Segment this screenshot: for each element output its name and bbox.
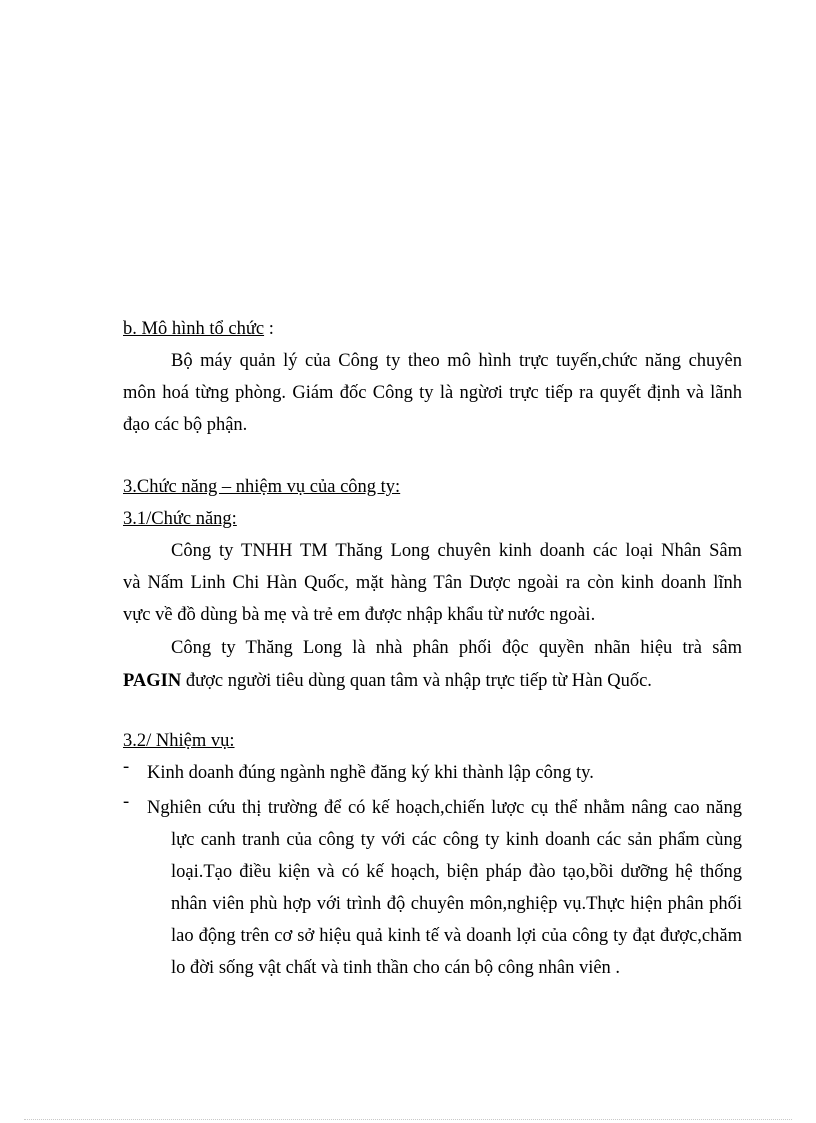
paragraph-line <box>123 665 742 697</box>
list-item <box>123 757 742 789</box>
section-3-2-heading: 3.2/ Nhiệm vụ: <box>123 731 235 751</box>
paragraph-line: Công ty TNHH TM Thăng Long chuyên kinh doanh các loại Nhân Sâm <box>171 541 742 561</box>
list-item-line: Nghiên cứu thị trường để có kế hoạch,chiến lược cụ thể nhằm nâng cao năng <box>147 798 742 818</box>
brand-name: PAGIN <box>123 671 182 691</box>
paragraph-line: vực về đồ dùng bà mẹ và trẻ em được nhập khẩu từ nước ngoài. <box>123 605 596 625</box>
section-3-1-heading: 3.1/Chức năng: <box>123 509 237 529</box>
document-body <box>123 313 742 987</box>
paragraph-line: Công ty Thăng Long là nhà phân phối độc quyền nhãn hiệu trà sâm <box>171 638 742 658</box>
list-item-line: loại.Tạo điều kiện và có kế hoạch, biện pháp đào tạo,bồi dưỡng hệ thống <box>171 862 742 882</box>
section-b-paragraph <box>123 345 742 441</box>
list-item-line: lo đời sống vật chất và tinh thần cho cán bộ công nhân viên . <box>171 958 621 978</box>
section-3-1-paragraph-1 <box>123 535 742 631</box>
page-bottom-rule <box>24 1119 792 1120</box>
paragraph-line: Bộ máy quản lý của Công ty theo mô hình trực tuyến,chức năng chuyên <box>171 351 742 371</box>
list-item <box>123 792 742 984</box>
paragraph-line-rest: được người tiêu dùng quan tâm và nhập trực tiếp từ Hàn Quốc. <box>181 671 652 691</box>
spacer <box>123 697 742 725</box>
bullet-dash: - <box>123 757 130 777</box>
section-b-heading-line <box>123 313 742 345</box>
section-b-heading-suffix: : <box>264 319 274 339</box>
paragraph-line: đạo các bộ phận. <box>123 415 248 435</box>
bullet-dash: - <box>123 792 130 812</box>
section-3-heading: 3.Chức năng – nhiệm vụ của công ty: <box>123 477 401 497</box>
paragraph-line: môn hoá từng phòng. Giám đốc Công ty là ngừơi trực tiếp ra quyết định và lãnh <box>123 383 742 403</box>
paragraph-line: và Nấm Linh Chi Hàn Quốc, mặt hàng Tân Dược ngoài ra còn kinh doanh lĩnh <box>123 573 742 593</box>
section-3-1-paragraph-2 <box>123 631 742 697</box>
list-item-line: lao động trên cơ sở hiệu quả kinh tế và doanh lợi của công ty đạt được,chăm <box>171 926 742 946</box>
list-item-line: nhân viên phù hợp với trình độ chuyên môn,nghiệp vụ.Thực hiện phân phối <box>171 894 742 914</box>
section-b-heading: b. Mô hình tổ chức <box>123 319 265 339</box>
list-item-line: Kinh doanh đúng ngành nghề đăng ký khi thành lập công ty. <box>147 763 594 783</box>
list-item-line: lực canh tranh của công ty với các công ty kinh doanh các sản phẩm cùng <box>171 830 742 850</box>
spacer <box>123 441 742 471</box>
